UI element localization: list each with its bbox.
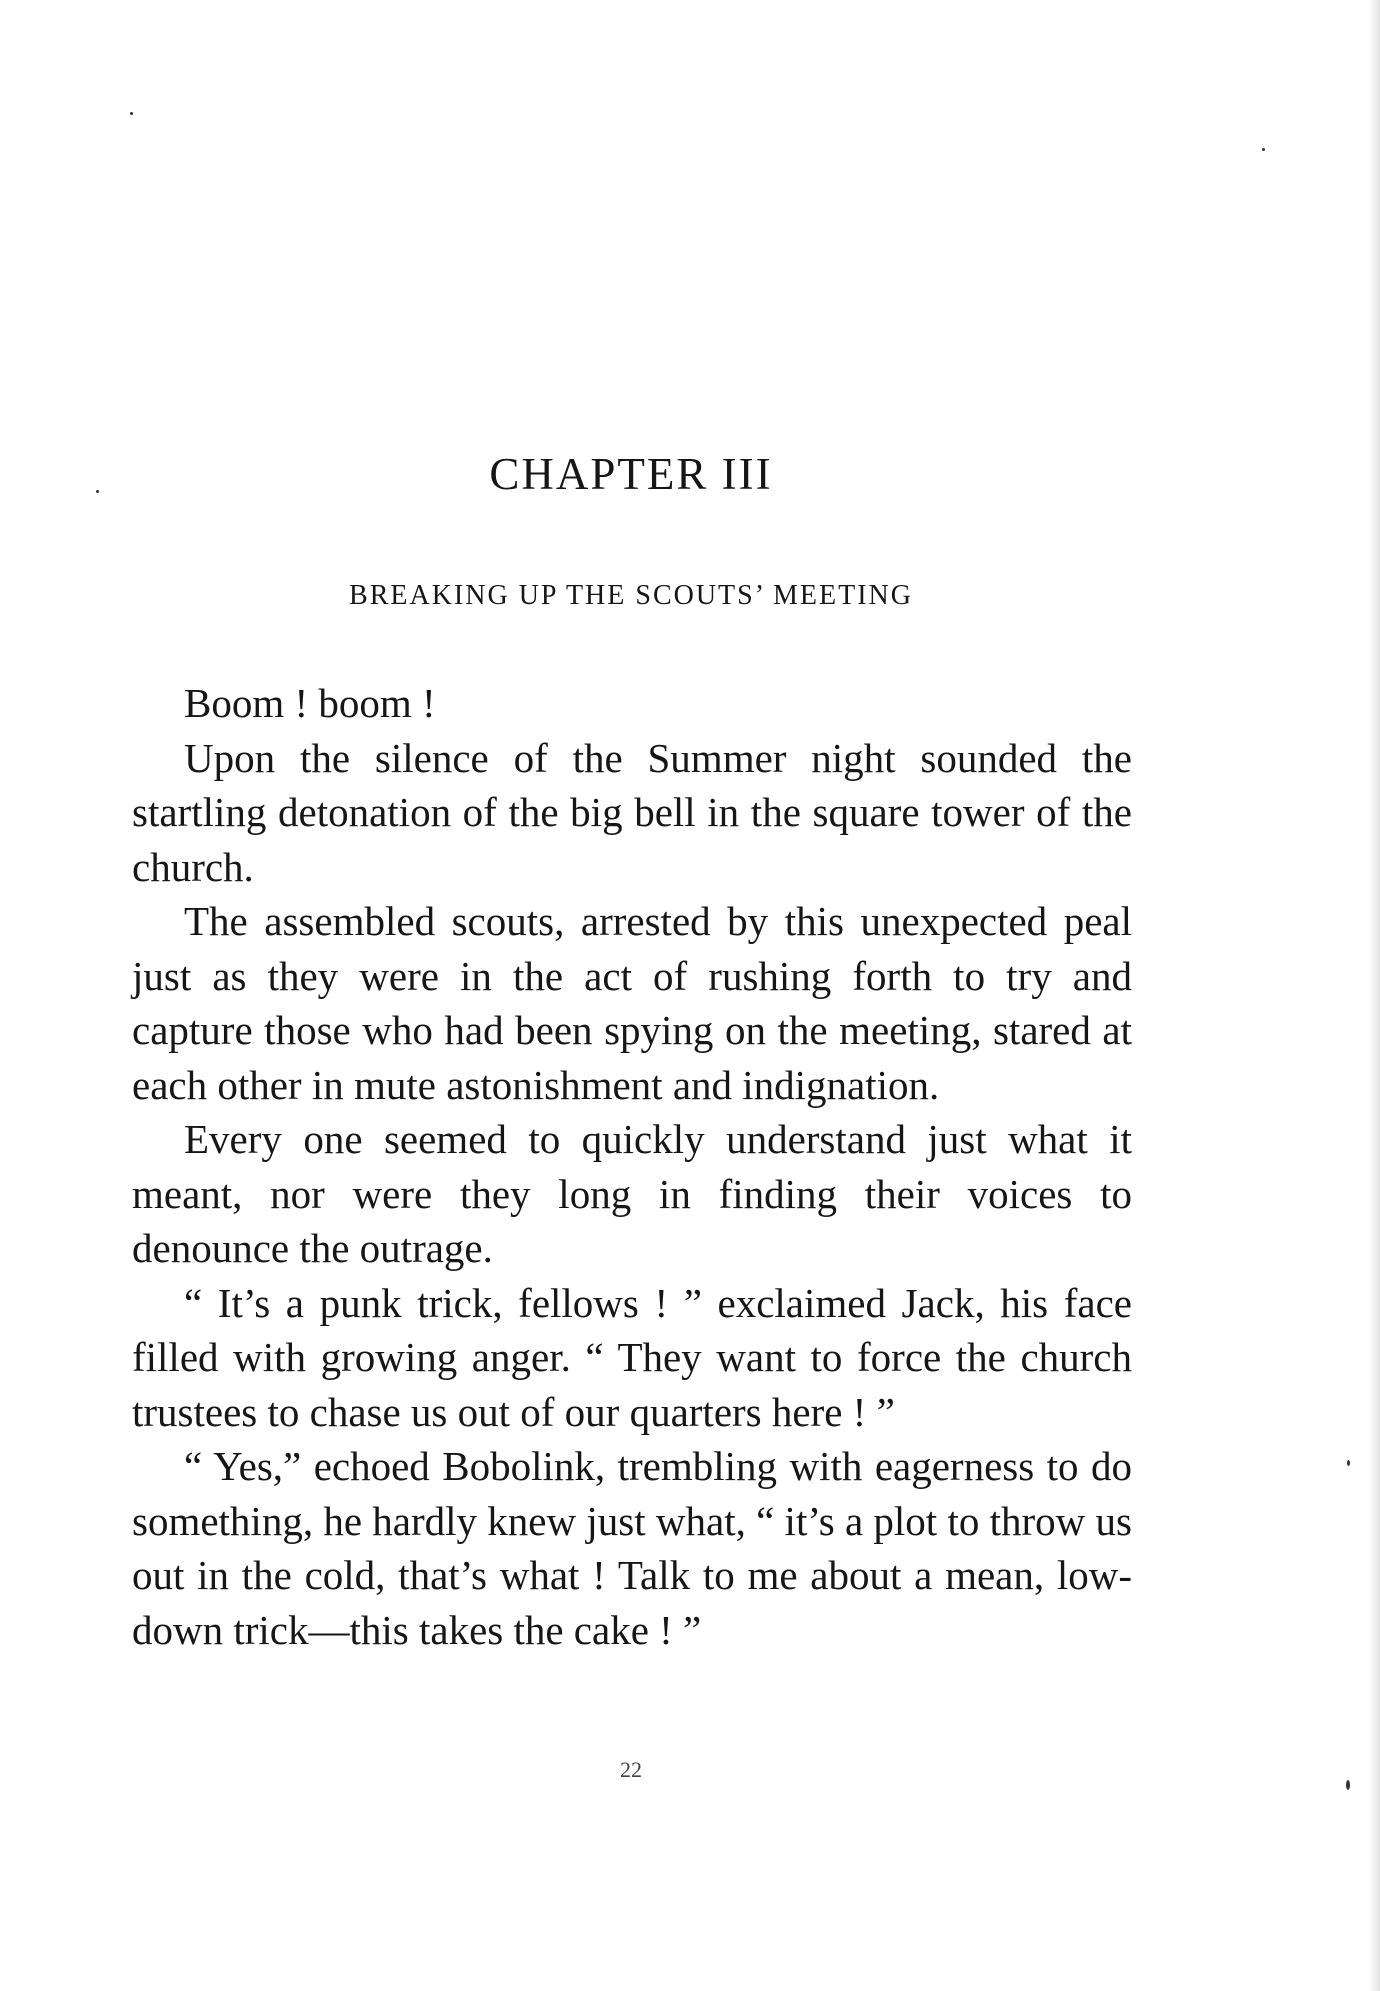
paragraph-4: Every one seemed to quickly understand just what it meant, nor were they long in finding their voices to denounce the outrage. [132,1116,1132,1271]
chapter-subtitle: BREAKING UP THE SCOUTS’ MEETING [349,580,913,611]
print-speck [1347,1460,1350,1466]
paragraph-3: The assembled scouts, arrested by this unexpected peal just as they were in the act of rushing forth to try and capture those who had been spying on the meeting, stared at each other in mute astonishment and indignation. [132,898,1132,1108]
paragraph-2: Upon the silence of the Summer night sounded the startling detonation of the big bell in the square tower of the church. [132,734,1132,890]
chapter-title: CHAPTER III [489,449,773,499]
chapter-body [132,676,1132,1657]
paragraph-5: “ It’s a punk trick, fellows ! ” exclaimed Jack, his face filled with growing anger. “ They want to force the church trustees to chase us out of our quarters here ! ” [132,1279,1132,1435]
paragraph-1: Boom ! boom ! [184,680,436,726]
print-speck [130,112,133,115]
binding-edge-shadow [1368,0,1380,1991]
page-number: 22 [620,1757,642,1782]
print-speck [96,490,99,493]
print-speck [1346,1780,1350,1790]
print-speck [1262,148,1265,151]
paragraph-6: “ Yes,” echoed Bobolink, trembling with eagerness to do something, he hardly knew just what, “ it’s a plot to throw us out in the cold, that’s what ! Talk to me about a mean, low-down trick—this takes the cake ! ” [132,1443,1132,1653]
